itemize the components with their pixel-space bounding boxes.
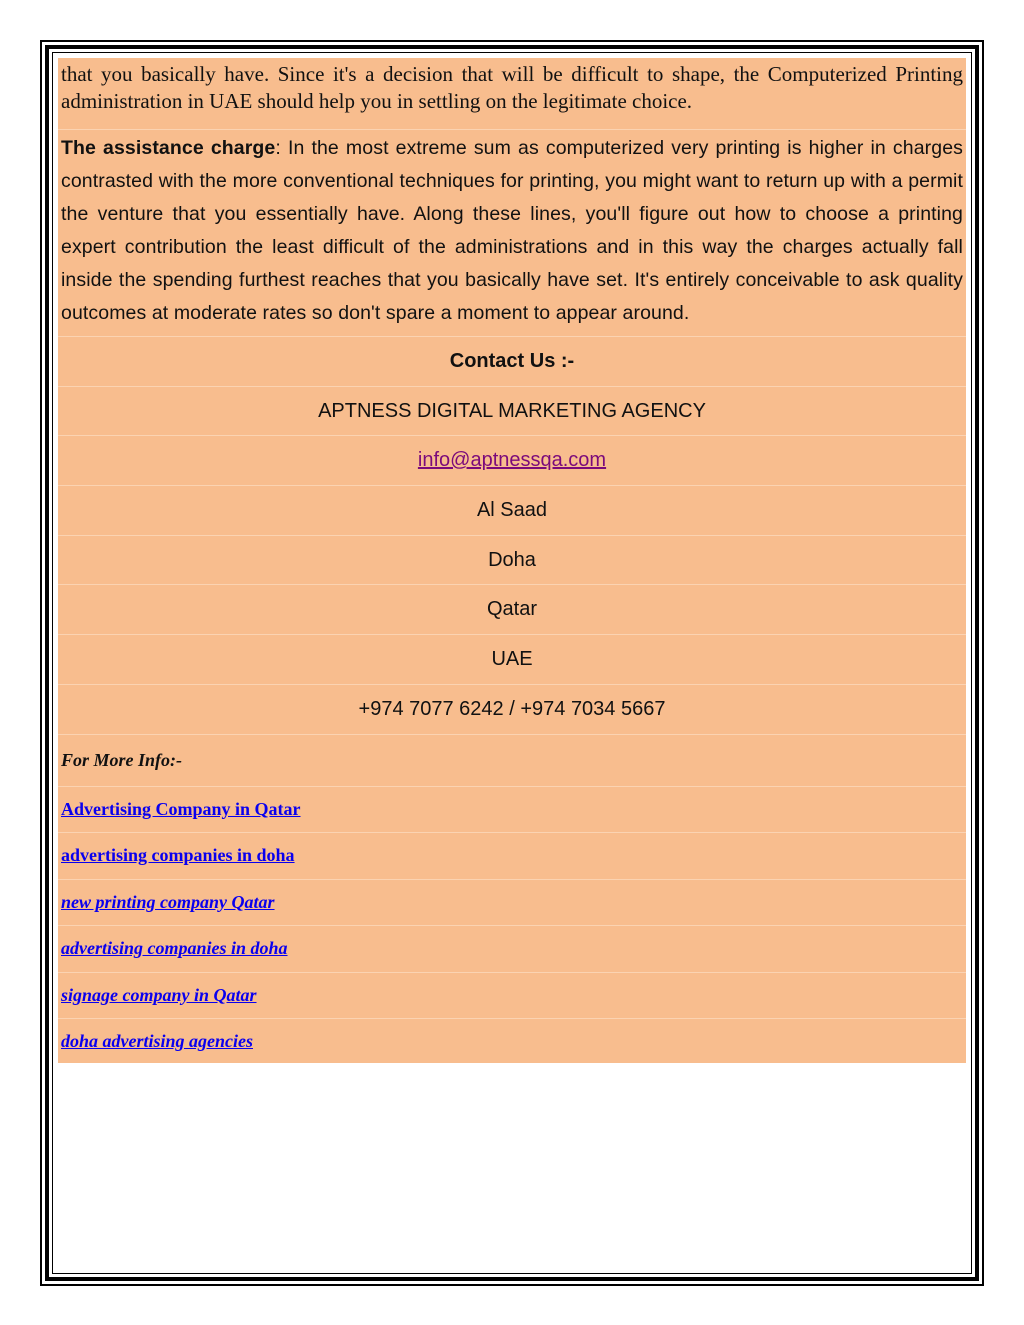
more-info-link[interactable]: new printing company Qatar bbox=[58, 880, 966, 927]
address-line: Doha bbox=[58, 536, 966, 586]
intro-paragraph: that you basically have. Since it's a decision that will be difficult to shape, the Computerized Printing administration in UAE should help you in settling on the legitimate choice. bbox=[58, 58, 966, 130]
email-link[interactable]: info@aptnessqa.com bbox=[417, 449, 607, 472]
page-content bbox=[58, 58, 966, 1063]
more-info-link[interactable]: doha advertising agencies bbox=[61, 1030, 253, 1051]
contact-title: Contact Us :- bbox=[58, 337, 966, 387]
assistance-charge-body: : In the most extreme sum as computerized very printing is higher in charges contrasted with the more conventional techniques for printing, you might want to return up with a permit the venture that you essentially have. Along these lines, you'll figure out how to choose a printing expert contribution the least difficult of the administrations and in this way the charges actually fall inside the spending furthest reaches that you basically have set. It's entirely conceivable to ask quality outcomes at moderate rates so don't spare a moment to appear around. bbox=[61, 137, 964, 324]
address-line: UAE bbox=[58, 635, 966, 685]
address-line: Al Saad bbox=[58, 486, 966, 536]
more-info-link[interactable]: Advertising Company in Qatar bbox=[58, 787, 966, 834]
email-row bbox=[58, 436, 966, 486]
phone-numbers: +974 7077 6242 / +974 7034 5667 bbox=[58, 685, 966, 735]
assistance-charge-paragraph bbox=[58, 130, 966, 337]
address-line: Qatar bbox=[58, 585, 966, 635]
more-info-link[interactable]: advertising companies in doha bbox=[58, 833, 966, 880]
assistance-charge-heading: The assistance charge bbox=[61, 137, 276, 159]
more-info-link[interactable]: signage company in Qatar bbox=[58, 973, 966, 1020]
more-info-link[interactable]: advertising companies in doha bbox=[58, 926, 966, 973]
more-info-title: For More Info:- bbox=[58, 735, 966, 787]
company-name: APTNESS DIGITAL MARKETING AGENCY bbox=[58, 387, 966, 437]
